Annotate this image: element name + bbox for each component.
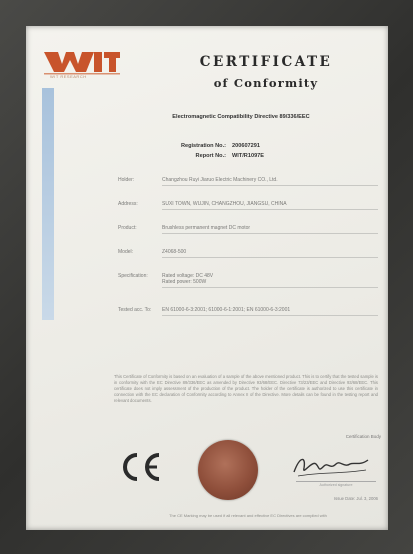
- certificate-statement: This Certificate of Conformity is based on an evaluation of a sample of the above mentioned product. This is to certify that the tested sample is in conformity with the EC Directive 89/336/EEC as amended by Directive 93/68/EEC. Directive 73/23/EEC and Directive 93/68/EEC. This certificate does not imply assessment of the production of the product. The holder of the certificate is authorized to use this certificate in connection with the EC declaration of Conformity according to Annex II of the Directive. More details can be found in the testing report and relevant documents.: [114, 374, 378, 403]
- field-row-tested: [118, 307, 378, 331]
- field-value: Rated voltage: DC 48V Rated power: 500W: [162, 273, 378, 288]
- field-row-address: [118, 201, 378, 225]
- certificate-subtitle: of Conformity: [213, 76, 319, 90]
- report-row: [146, 151, 366, 161]
- field-row-model: [118, 249, 378, 273]
- certificate-title: CERTIFICATE: [199, 54, 333, 70]
- certificate-paper: [26, 26, 388, 530]
- field-value: Changzhou Ruyi Jiaruo Electric Machinery CO., Ltd.: [162, 177, 378, 186]
- decorative-stripe: [42, 88, 54, 320]
- signature-icon: [290, 450, 372, 480]
- issue-date: Issue Date: Jul. 3, 2006: [334, 496, 378, 501]
- report-number: WIT/R1097E: [232, 153, 265, 159]
- field-value: Brushless permanent magnet DC motor: [162, 225, 378, 234]
- field-row-product: [118, 225, 378, 249]
- field-value: SUXI TOWN, WUJIN, CHANGZHOU, JIANGSU, CHINA: [162, 201, 378, 210]
- report-label: Report No.:: [195, 153, 226, 159]
- field-label: Product:: [118, 225, 137, 231]
- field-label: Holder:: [118, 177, 135, 183]
- signature-line: [296, 481, 376, 482]
- ce-marking-note: The CE Marking may be used if all relevant and effective EC Directives are complied with: [169, 513, 327, 518]
- signature-caption: Authorized signature: [319, 483, 353, 487]
- official-seal: [198, 440, 258, 500]
- field-value: Z4068-500: [162, 249, 378, 258]
- certificate-fields: [118, 177, 378, 331]
- directive-heading: Electromagnetic Compatibility Directive 89/336/EEC: [172, 114, 310, 120]
- certification-body-label: Certification Body: [345, 434, 381, 439]
- logo-subtitle: WIT RESEARCH: [50, 74, 87, 79]
- registration-number: 200607291: [232, 143, 260, 149]
- field-label: Specification:: [118, 273, 148, 279]
- registration-label: Registration No.:: [180, 143, 226, 149]
- field-row-holder: [118, 177, 378, 201]
- field-label: Tested acc. To:: [118, 307, 152, 313]
- registration-block: [146, 141, 366, 161]
- field-label: Model:: [118, 249, 134, 255]
- field-label: Address:: [118, 201, 138, 207]
- field-value: EN 61000-6-3:2001; 61000-6-1:2001; EN 61000-6-3:2001: [162, 307, 378, 316]
- ce-mark-icon: [119, 451, 163, 483]
- field-row-specification: [118, 273, 378, 307]
- registration-row: [146, 141, 366, 151]
